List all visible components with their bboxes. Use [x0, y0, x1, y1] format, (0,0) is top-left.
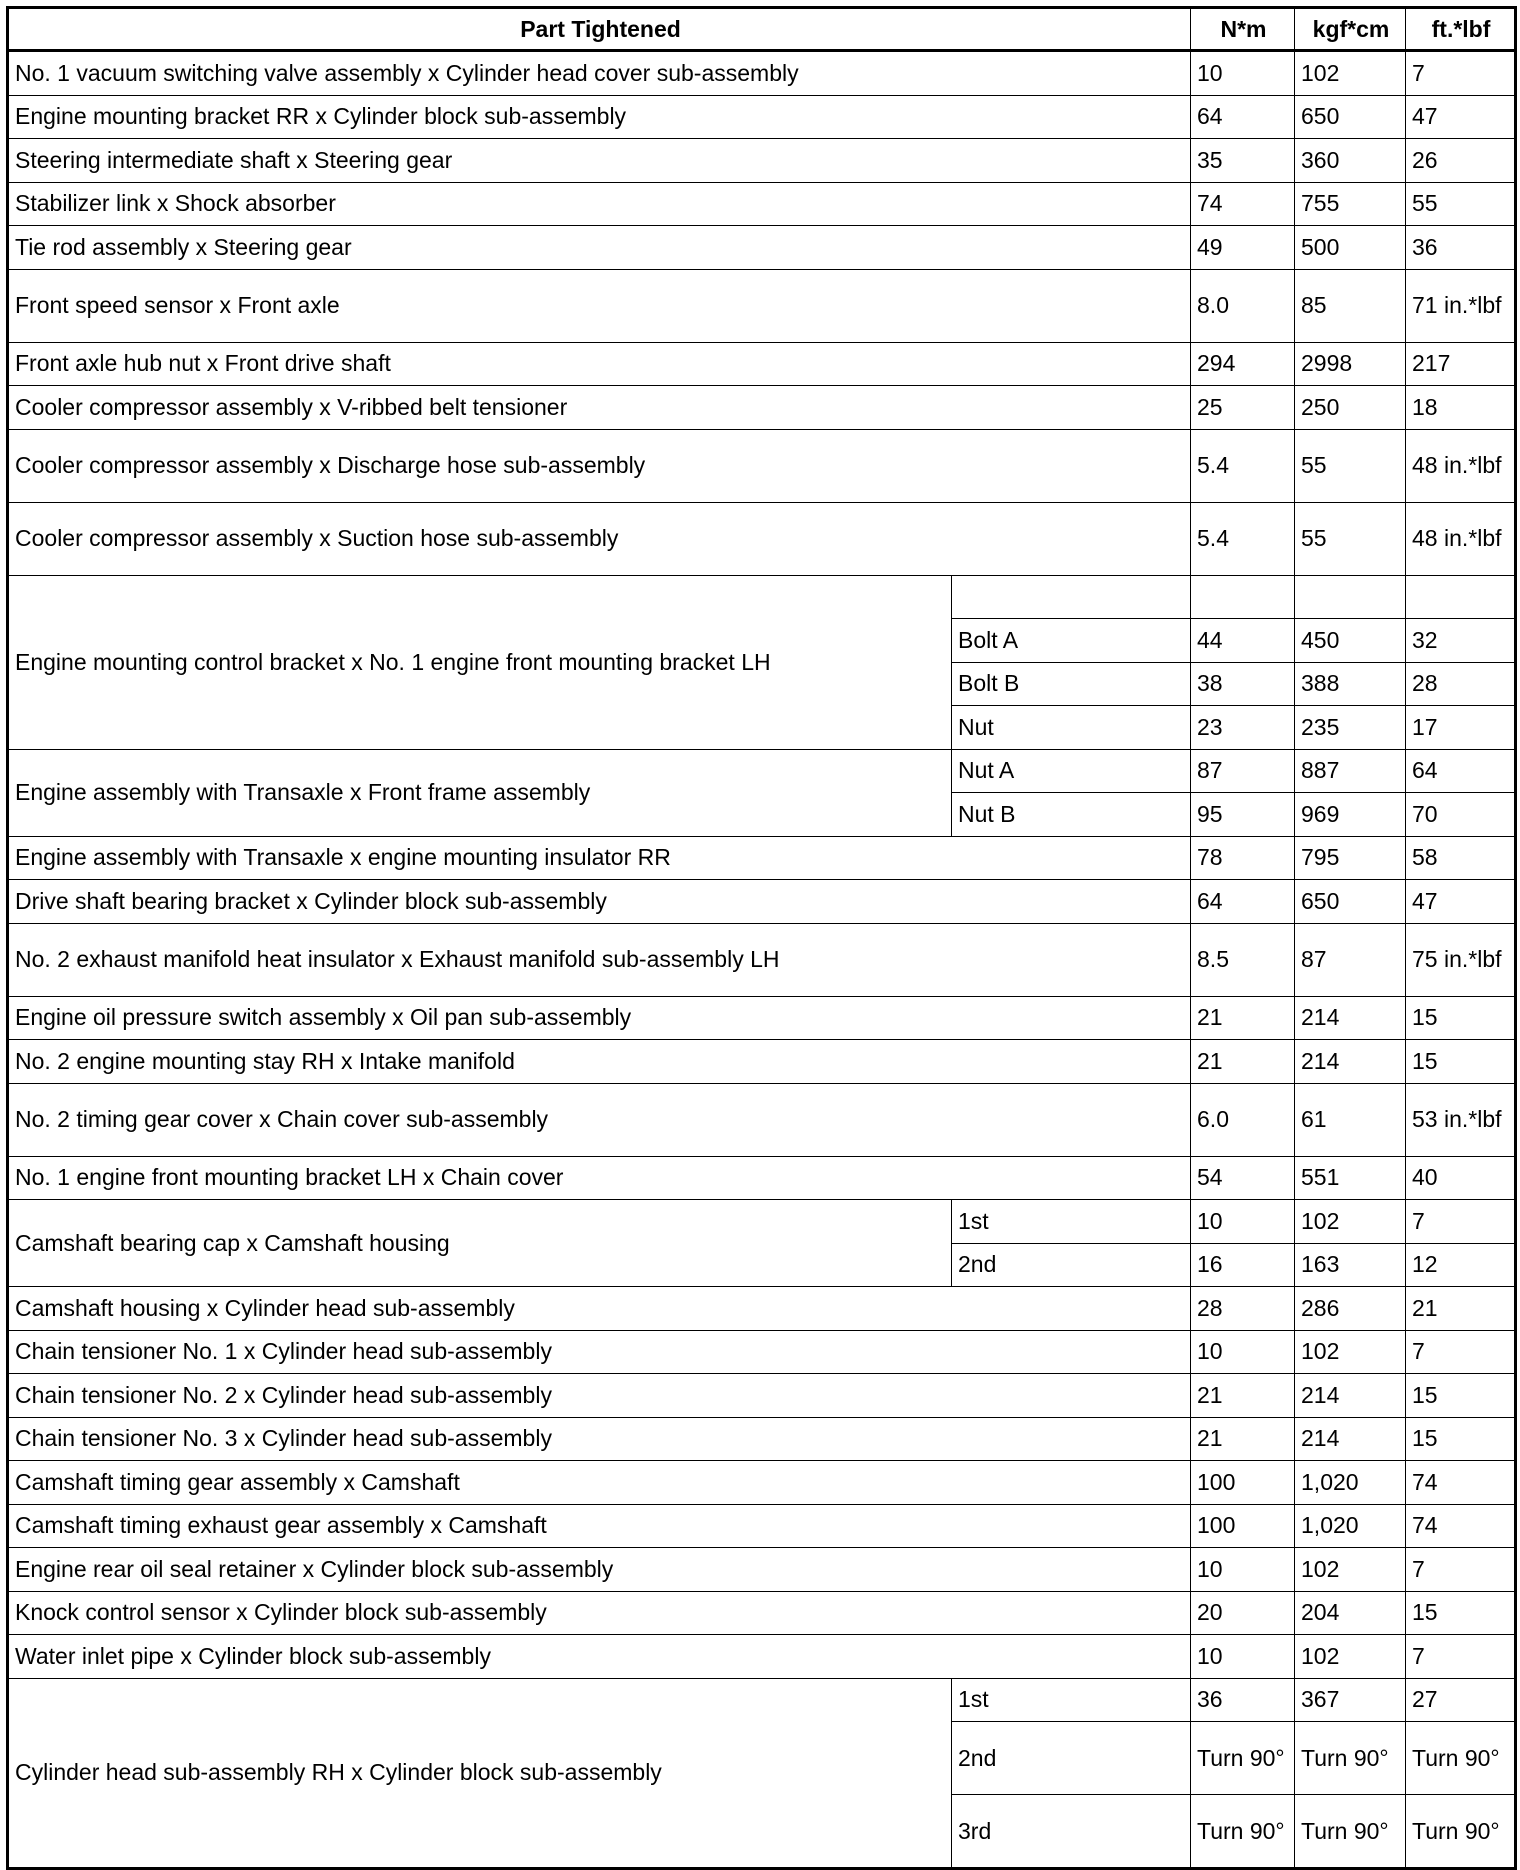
table-row: [8, 95, 1516, 139]
ft-cell: 48 in.*lbf: [1406, 429, 1516, 502]
fastener-cell: Nut A: [952, 749, 1191, 793]
ft-cell: 27: [1406, 1678, 1516, 1722]
fastener-cell: Bolt A: [952, 619, 1191, 663]
ft-cell: 36: [1406, 226, 1516, 270]
ft-cell: 74: [1406, 1504, 1516, 1548]
ft-cell: 217: [1406, 342, 1516, 386]
nm-cell: 21: [1191, 1374, 1295, 1418]
ft-cell: 32: [1406, 619, 1516, 663]
kgf-cell: 214: [1295, 1374, 1406, 1418]
kgf-cell: 650: [1295, 880, 1406, 924]
kgf-cell: 650: [1295, 95, 1406, 139]
fastener-cell: Bolt B: [952, 662, 1191, 706]
kgf-cell: 102: [1295, 1200, 1406, 1244]
nm-cell: 78: [1191, 836, 1295, 880]
nm-cell: 5.4: [1191, 502, 1295, 575]
part-cell: Cooler compressor assembly x V-ribbed belt tensioner: [8, 386, 1191, 430]
step-cell: 1st: [952, 1678, 1191, 1722]
table-row: [8, 923, 1516, 996]
kgf-cell: 55: [1295, 429, 1406, 502]
nm-cell: 21: [1191, 1417, 1295, 1461]
table-row: [8, 226, 1516, 270]
table-row: [8, 1287, 1516, 1331]
table-row: [8, 1548, 1516, 1592]
ft-cell: 48 in.*lbf: [1406, 502, 1516, 575]
ft-cell: 7: [1406, 1330, 1516, 1374]
part-cell: Engine assembly with Transaxle x Front frame assembly: [8, 749, 952, 836]
part-cell: Front speed sensor x Front axle: [8, 269, 1191, 342]
ft-cell: 15: [1406, 1591, 1516, 1635]
kgf-cell: 61: [1295, 1083, 1406, 1156]
kgf-cell: 85: [1295, 269, 1406, 342]
nm-cell: 5.4: [1191, 429, 1295, 502]
kgf-cell: 214: [1295, 1417, 1406, 1461]
nm-cell: 25: [1191, 386, 1295, 430]
part-cell: Chain tensioner No. 2 x Cylinder head sub-assembly: [8, 1374, 1191, 1418]
kgf-cell: 795: [1295, 836, 1406, 880]
ft-cell: 12: [1406, 1243, 1516, 1287]
table-row: [8, 1504, 1516, 1548]
kgf-cell: 250: [1295, 386, 1406, 430]
nm-cell: 10: [1191, 1200, 1295, 1244]
ft-cell: 40: [1406, 1156, 1516, 1200]
kgf-cell: [1295, 575, 1406, 619]
table-row: [8, 575, 1516, 619]
nm-cell: 54: [1191, 1156, 1295, 1200]
kgf-cell: 204: [1295, 1591, 1406, 1635]
part-cell: Tie rod assembly x Steering gear: [8, 226, 1191, 270]
table-header-row: [8, 8, 1516, 51]
nm-cell: 38: [1191, 662, 1295, 706]
kgf-cell: 102: [1295, 1548, 1406, 1592]
table-row: [8, 269, 1516, 342]
ft-cell: 17: [1406, 706, 1516, 750]
kgf-cell: 87: [1295, 923, 1406, 996]
kgf-cell: Turn 90°: [1295, 1795, 1406, 1869]
part-cell: Engine rear oil seal retainer x Cylinder block sub-assembly: [8, 1548, 1191, 1592]
ft-cell: 47: [1406, 95, 1516, 139]
ft-cell: 75 in.*lbf: [1406, 923, 1516, 996]
kgf-cell: 887: [1295, 749, 1406, 793]
ft-cell: 47: [1406, 880, 1516, 924]
part-cell: Chain tensioner No. 3 x Cylinder head sub-assembly: [8, 1417, 1191, 1461]
ft-cell: 28: [1406, 662, 1516, 706]
nm-cell: 10: [1191, 1330, 1295, 1374]
table-row: [8, 1156, 1516, 1200]
ft-cell: 7: [1406, 1548, 1516, 1592]
nm-cell: 44: [1191, 619, 1295, 663]
table-row: [8, 429, 1516, 502]
ft-cell: 53 in.*lbf: [1406, 1083, 1516, 1156]
kgf-cell: Turn 90°: [1295, 1722, 1406, 1795]
ft-cell: 15: [1406, 1417, 1516, 1461]
kgf-cell: 214: [1295, 1040, 1406, 1084]
part-cell: Front axle hub nut x Front drive shaft: [8, 342, 1191, 386]
nm-cell: 64: [1191, 880, 1295, 924]
ft-cell: 55: [1406, 182, 1516, 226]
table-row: [8, 139, 1516, 183]
ft-cell: 21: [1406, 1287, 1516, 1331]
part-cell: Camshaft bearing cap x Camshaft housing: [8, 1200, 952, 1287]
ft-cell: 26: [1406, 139, 1516, 183]
table-row: [8, 51, 1516, 96]
kgf-cell: 367: [1295, 1678, 1406, 1722]
nm-cell: 21: [1191, 996, 1295, 1040]
table-row: [8, 386, 1516, 430]
table-row: [8, 1635, 1516, 1679]
part-cell: Steering intermediate shaft x Steering gear: [8, 139, 1191, 183]
fastener-cell: Nut: [952, 706, 1191, 750]
header-nm: N*m: [1191, 8, 1295, 51]
step-cell: 2nd: [952, 1243, 1191, 1287]
kgf-cell: 969: [1295, 793, 1406, 837]
part-cell: Camshaft housing x Cylinder head sub-assembly: [8, 1287, 1191, 1331]
kgf-cell: 1,020: [1295, 1504, 1406, 1548]
part-cell: No. 2 exhaust manifold heat insulator x Exhaust manifold sub-assembly LH: [8, 923, 1191, 996]
kgf-cell: 102: [1295, 1330, 1406, 1374]
nm-cell: Turn 90°: [1191, 1795, 1295, 1869]
part-cell: Engine oil pressure switch assembly x Oil pan sub-assembly: [8, 996, 1191, 1040]
kgf-cell: 388: [1295, 662, 1406, 706]
table-row: [8, 342, 1516, 386]
table-row: [8, 1040, 1516, 1084]
kgf-cell: 1,020: [1295, 1461, 1406, 1505]
table-row: [8, 1330, 1516, 1374]
nm-cell: 23: [1191, 706, 1295, 750]
table-row: [8, 1678, 1516, 1722]
part-cell: Chain tensioner No. 1 x Cylinder head sub-assembly: [8, 1330, 1191, 1374]
table-row: [8, 1200, 1516, 1244]
nm-cell: 294: [1191, 342, 1295, 386]
part-cell: Stabilizer link x Shock absorber: [8, 182, 1191, 226]
table-row: [8, 1083, 1516, 1156]
nm-cell: 8.0: [1191, 269, 1295, 342]
ft-cell: 7: [1406, 1635, 1516, 1679]
step-cell: 2nd: [952, 1722, 1191, 1795]
kgf-cell: 55: [1295, 502, 1406, 575]
part-cell: Knock control sensor x Cylinder block sub-assembly: [8, 1591, 1191, 1635]
nm-cell: 20: [1191, 1591, 1295, 1635]
nm-cell: 36: [1191, 1678, 1295, 1722]
part-cell: Engine mounting control bracket x No. 1 engine front mounting bracket LH: [8, 575, 952, 749]
part-cell: Engine assembly with Transaxle x engine mounting insulator RR: [8, 836, 1191, 880]
ft-cell: 15: [1406, 996, 1516, 1040]
nm-cell: 35: [1191, 139, 1295, 183]
ft-cell: 58: [1406, 836, 1516, 880]
part-cell: Cooler compressor assembly x Discharge hose sub-assembly: [8, 429, 1191, 502]
ft-cell: 18: [1406, 386, 1516, 430]
ft-cell: 71 in.*lbf: [1406, 269, 1516, 342]
nm-cell: 21: [1191, 1040, 1295, 1084]
ft-cell: 7: [1406, 51, 1516, 96]
fastener-cell: Nut B: [952, 793, 1191, 837]
kgf-cell: 2998: [1295, 342, 1406, 386]
table-row: [8, 836, 1516, 880]
kgf-cell: 360: [1295, 139, 1406, 183]
table-row: [8, 996, 1516, 1040]
part-cell: Camshaft timing exhaust gear assembly x Camshaft: [8, 1504, 1191, 1548]
ft-cell: 15: [1406, 1040, 1516, 1084]
ft-cell: 74: [1406, 1461, 1516, 1505]
ft-cell: [1406, 575, 1516, 619]
part-cell: No. 1 engine front mounting bracket LH x Chain cover: [8, 1156, 1191, 1200]
kgf-cell: 551: [1295, 1156, 1406, 1200]
nm-cell: 49: [1191, 226, 1295, 270]
part-cell: Cylinder head sub-assembly RH x Cylinder block sub-assembly: [8, 1678, 952, 1869]
ft-cell: 64: [1406, 749, 1516, 793]
kgf-cell: 102: [1295, 1635, 1406, 1679]
fastener-cell: [952, 575, 1191, 619]
nm-cell: 64: [1191, 95, 1295, 139]
nm-cell: 10: [1191, 51, 1295, 96]
ft-cell: 7: [1406, 1200, 1516, 1244]
kgf-cell: 500: [1295, 226, 1406, 270]
table-row: [8, 1461, 1516, 1505]
nm-cell: 87: [1191, 749, 1295, 793]
table-row: [8, 1374, 1516, 1418]
kgf-cell: 163: [1295, 1243, 1406, 1287]
header-kgf-cm: kgf*cm: [1295, 8, 1406, 51]
kgf-cell: 286: [1295, 1287, 1406, 1331]
part-cell: Drive shaft bearing bracket x Cylinder block sub-assembly: [8, 880, 1191, 924]
table-row: [8, 880, 1516, 924]
table-row: [8, 1417, 1516, 1461]
kgf-cell: 102: [1295, 51, 1406, 96]
nm-cell: 74: [1191, 182, 1295, 226]
header-ft-lbf: ft.*lbf: [1406, 8, 1516, 51]
part-cell: Engine mounting bracket RR x Cylinder block sub-assembly: [8, 95, 1191, 139]
part-cell: Water inlet pipe x Cylinder block sub-assembly: [8, 1635, 1191, 1679]
part-cell: No. 2 engine mounting stay RH x Intake manifold: [8, 1040, 1191, 1084]
table-row: [8, 749, 1516, 793]
kgf-cell: 450: [1295, 619, 1406, 663]
nm-cell: 100: [1191, 1461, 1295, 1505]
kgf-cell: 214: [1295, 996, 1406, 1040]
nm-cell: 28: [1191, 1287, 1295, 1331]
torque-specification-table: [6, 6, 1517, 1870]
part-cell: Camshaft timing gear assembly x Camshaft: [8, 1461, 1191, 1505]
nm-cell: 100: [1191, 1504, 1295, 1548]
nm-cell: 16: [1191, 1243, 1295, 1287]
table-row: [8, 182, 1516, 226]
table-row: [8, 1591, 1516, 1635]
ft-cell: 70: [1406, 793, 1516, 837]
step-cell: 1st: [952, 1200, 1191, 1244]
part-cell: No. 2 timing gear cover x Chain cover sub-assembly: [8, 1083, 1191, 1156]
kgf-cell: 235: [1295, 706, 1406, 750]
nm-cell: 8.5: [1191, 923, 1295, 996]
ft-cell: 15: [1406, 1374, 1516, 1418]
nm-cell: 10: [1191, 1548, 1295, 1592]
header-part-tightened: Part Tightened: [8, 8, 1191, 51]
ft-cell: Turn 90°: [1406, 1722, 1516, 1795]
ft-cell: Turn 90°: [1406, 1795, 1516, 1869]
nm-cell: Turn 90°: [1191, 1722, 1295, 1795]
step-cell: 3rd: [952, 1795, 1191, 1869]
nm-cell: 6.0: [1191, 1083, 1295, 1156]
nm-cell: 10: [1191, 1635, 1295, 1679]
part-cell: No. 1 vacuum switching valve assembly x Cylinder head cover sub-assembly: [8, 51, 1191, 96]
table-row: [8, 502, 1516, 575]
part-cell: Cooler compressor assembly x Suction hose sub-assembly: [8, 502, 1191, 575]
nm-cell: 95: [1191, 793, 1295, 837]
kgf-cell: 755: [1295, 182, 1406, 226]
nm-cell: [1191, 575, 1295, 619]
